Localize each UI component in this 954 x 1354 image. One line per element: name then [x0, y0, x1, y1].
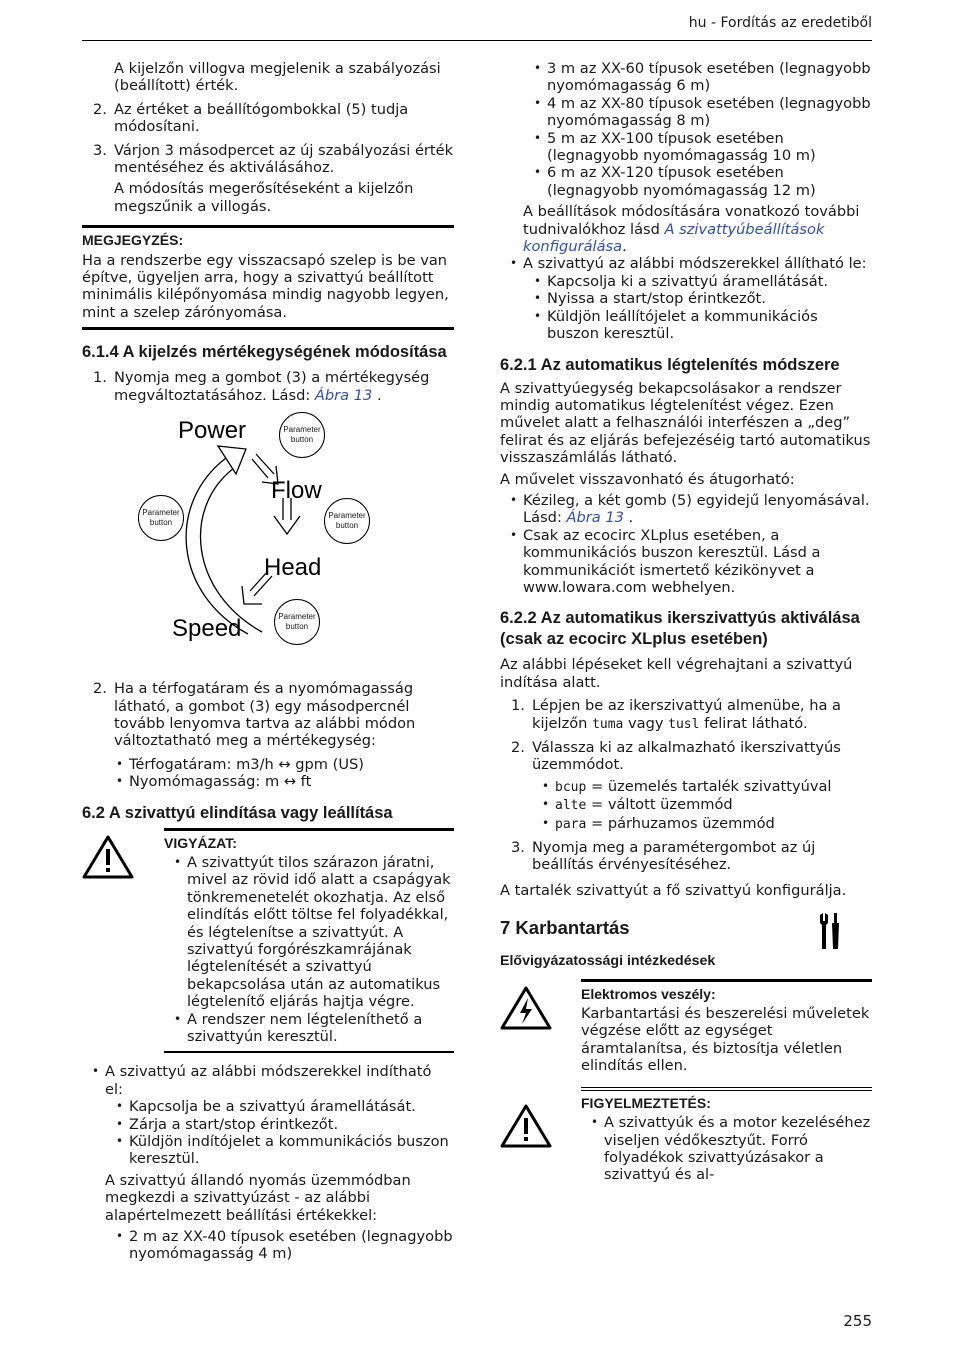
heading-6-2-1: 6.2.1 Az automatikus légtelenítés módszere	[500, 355, 840, 374]
label-speed: Speed	[172, 615, 242, 643]
settings-link[interactable]: A szivattyúbeállítások konfigurálása	[523, 220, 825, 256]
list-item: • A szivattyúk és a motor kezeléséhez viseljen védőkesztyűt. Forró folyadékok szivattyúzásakor a szivattyú és al-	[591, 1114, 871, 1184]
list-number: 3.	[93, 141, 107, 159]
list-item: • 6 m az XX-120 típusok esetében (legnagyobb nyomómagasság 12 m)	[534, 164, 816, 199]
list-item: • Térfogatáram: m3/h ↔ gpm (US)	[116, 755, 364, 773]
warning-block	[500, 1087, 872, 1190]
list-item: • alte = váltott üzemmód	[542, 796, 733, 814]
list-item: • Csak az ecocirc XLplus esetében, a kommunikációs buszon keresztül. Lásd a kommunikációt ismertető kézikönyvet a www.lowara.com webhelyen.	[510, 526, 821, 596]
warning-triangle-icon	[500, 1103, 552, 1149]
list-item: • Nyomómagasság: m ↔ ft	[116, 773, 312, 791]
header-text: hu - Fordítás az eredetiből	[688, 15, 872, 31]
paragraph-revoke: A művelet visszavonható és átugorható:	[500, 470, 795, 488]
list-text: Nyomja meg a gombot (3) a mértékegység megváltoztatásához. Lásd: Ábra 13 .	[114, 369, 430, 404]
electric-hazard-block	[500, 979, 872, 1081]
paragraph-vent: A szivattyúegység bekapcsolásakor a rendszer mindig automatikus légtelenítést végez. Ezen művelet alatt a felhasználói interfészen a „deg” felirat és az eljárás befejezéséig tartó automatikus visszaszámlálás látható.	[500, 379, 871, 467]
figure-link[interactable]: Ábra 13	[314, 386, 373, 404]
list-item: 3. Nyomja meg a paramétergombot az új beállítás érvényesítéséhez.	[511, 839, 816, 874]
caution-title: VIGYÁZAT:	[164, 834, 237, 851]
list-item: 2. Ha a térfogatáram és a nyomómagasság látható, a gombot (3) egy másodpercnél tovább lenyomva tartva az alábbi módon változtatható meg a mértékegység:	[82, 680, 454, 750]
list-item: • A szivattyút tilos szárazon járatni, mivel az rövid idő alatt a csapágyak tönkremenetelét okozhatja. Az első elindítás előtt töltse fel folyadékkal, és légtelenítse a szivattyút. A szivattyú forgórészkamrájának légtelenítését a szivattyú bekapcsolása után az automatikus légtelenítő eljárás hajtja végre.	[174, 853, 451, 1011]
paragraph-reserve: A tartalék szivattyút a fő szivattyú konfigurálja.	[500, 881, 847, 899]
unit-cycle-diagram	[142, 416, 426, 666]
electric-hazard-body	[581, 979, 872, 1081]
page-number: 255	[843, 1312, 872, 1330]
electric-title: Elektromos veszély:	[581, 985, 716, 1002]
list-item: • Zárja a start/stop érintkezőt.	[116, 1115, 339, 1133]
list-text: Ha a térfogatáram és a nyomómagasság látható, a gombot (3) egy másodpercnél tovább lenyomva tartva az alábbi módon változtatható meg a mértékegység:	[114, 680, 416, 750]
paragraph-confirm: A módosítás megerősítéseként a kijelzőn megszűnik a villogás.	[114, 180, 414, 215]
caution-body	[164, 828, 454, 1054]
warning-body	[581, 1087, 872, 1190]
figure-link[interactable]: Ábra 13	[566, 509, 624, 527]
label-flow: Flow	[271, 477, 322, 505]
note-title: MEGJEGYZÉS:	[82, 232, 184, 249]
list-text: Várjon 3 másodpercet az új szabályozási érték mentéséhez és aktiválásához.	[114, 141, 454, 177]
label-power: Power	[178, 417, 247, 445]
list-item: • A rendszer nem légteleníthető a szivattyún keresztül.	[174, 1010, 423, 1045]
paragraph-const-pressure: A szivattyú állandó nyomás üzemmódban megkezdi a szivattyúzást - az alábbi alapértelmezett beállítási értékekkel:	[105, 1171, 411, 1224]
label-head: Head	[264, 554, 322, 582]
list-item: 2. Válassza ki az alkalmazható ikerszivattyús üzemmódot.	[511, 739, 841, 774]
units-list	[82, 756, 454, 791]
tools-icon	[818, 913, 842, 951]
paragraph-blink: A kijelzőn villogva megjelenik a szabályozási (beállított) érték.	[114, 60, 441, 95]
list-item: • Nyissa a start/stop érintkezőt.	[534, 290, 766, 308]
list-item: • Kézileg, a két gomb (5) egyidejű lenyomásával. Lásd: Ábra 13 .	[510, 491, 870, 527]
list-item: 1. Lépjen be az ikerszivattyú almenübe, ha a kijelzőn tuma vagy tusl felirat látható.	[511, 697, 841, 732]
list-item: • Kapcsolja be a szivattyú áramellátását.	[116, 1098, 416, 1116]
note-box	[82, 225, 454, 330]
list-item: • Küldjön leállítójelet a kommunikációs buszon keresztül.	[534, 307, 818, 343]
warning-title: FIGYELMEZTETÉS:	[581, 1094, 711, 1111]
list-item: • 4 m az XX-80 típusok esetében (legnagyobb nyomómagasság 8 m)	[534, 94, 871, 130]
parameter-button-icon: Parameter button	[274, 599, 320, 645]
section-7	[500, 917, 872, 970]
heading-precautions: Elővigyázatossági intézkedések	[500, 953, 716, 970]
caution-triangle-icon	[82, 834, 134, 880]
list-item: • 3 m az XX-60 típusok esetében (legnagyobb nyomómagasság 6 m)	[534, 60, 871, 95]
list-item: • Kapcsolja ki a szivattyú áramellátását.	[534, 272, 829, 290]
parameter-button-icon: Parameter button	[324, 498, 370, 544]
list-item	[82, 142, 454, 177]
heading-7: 7 Karbantartás	[500, 917, 630, 939]
paragraph-twin: Az alábbi lépéseket kell végrehajtani a szivattyú indítása alatt.	[500, 656, 853, 691]
heading-6-2-2: 6.2.2 Az automatikus ikerszivattyús aktiválása (csak az ecocirc XLplus esetében)	[500, 609, 860, 649]
list-item: • 5 m az XX-100 típusok esetében (legnagyobb nyomómagasság 10 m)	[534, 129, 816, 165]
page-header	[82, 14, 872, 41]
parameter-button-icon: Parameter button	[138, 495, 184, 541]
paragraph-settings: A beállítások módosítására vonatkozó további tudnivalókhoz lásd A szivattyúbeállítások konfigurálása.	[523, 203, 860, 256]
list-item: • 2 m az XX-40 típusok esetében (legnagyobb nyomómagasság 4 m)	[116, 1228, 453, 1263]
list-item: • para = párhuzamos üzemmód	[542, 814, 775, 832]
list-item: • Küldjön indítójelet a kommunikációs buszon keresztül.	[116, 1133, 449, 1168]
electric-hazard-icon	[500, 985, 552, 1031]
list-item: 1. Nyomja meg a gombot (3) a mértékegység megváltoztatásához. Lásd: Ábra 13 .	[82, 369, 454, 404]
list-item: • A szivattyú az alábbi módszerekkel indítható el:	[92, 1063, 432, 1098]
list-number: 2.	[93, 100, 107, 118]
electric-text: Karbantartási és beszerelési műveletek végzése előtt az egységet áramtalanítsa, és biztosítja véletlen elindítás ellen.	[581, 1005, 870, 1075]
right-column	[500, 60, 872, 1190]
left-column	[82, 60, 454, 1263]
list-item	[82, 101, 454, 136]
list-item: • A szivattyú az alábbi módszerekkel állítható le:	[510, 255, 867, 273]
list-item: • bcup = üzemelés tartalék szivattyúval	[542, 777, 832, 795]
heading-6-2: 6.2 A szivattyú elindítása vagy leállítása	[82, 803, 393, 822]
caution-block	[82, 828, 454, 1054]
modes-list	[500, 778, 872, 833]
parameter-button-icon: Parameter button	[279, 412, 325, 458]
heading-6-1-4: 6.1.4 A kijelzés mértékegységének módosítása	[82, 343, 447, 362]
note-text: Ha a rendszerbe egy visszacsapó szelep is be van építve, ügyeljen arra, hogy a szivattyú beállított minimális kilépőnyomása mindig nagyobb legyen, mint a szelep zárónyomása.	[82, 251, 449, 321]
list-text: Az értéket a beállítógombokkal (5) tudja módosítani.	[114, 100, 409, 136]
